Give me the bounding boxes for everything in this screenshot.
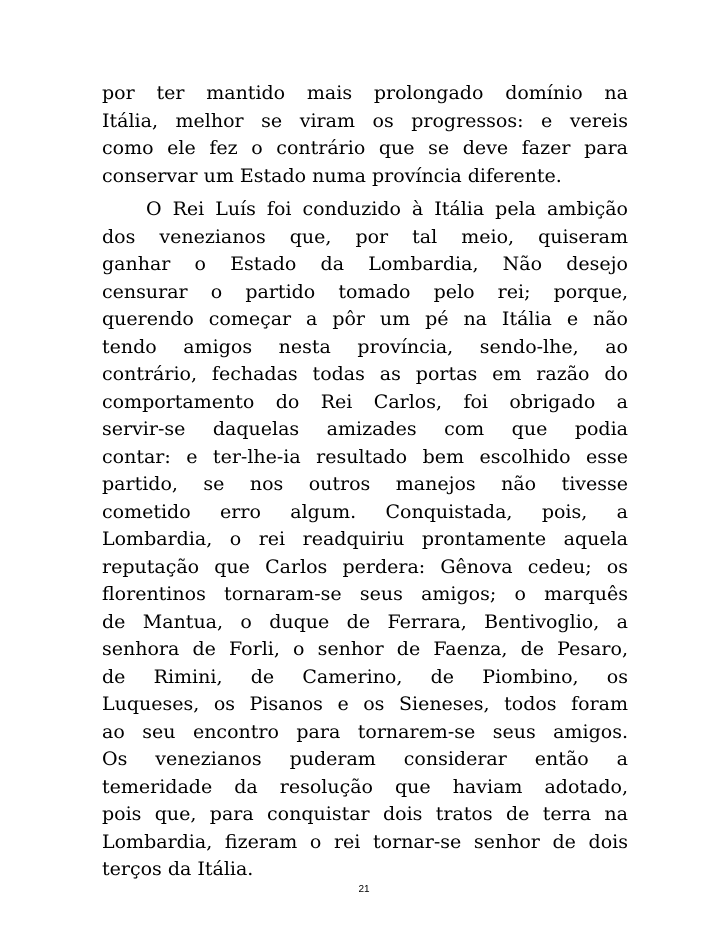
text-line: comportamento do Rei Carlos, foi obrigado a (102, 390, 628, 413)
text-line: Itália, melhor se viram os progressos: e vereis (102, 109, 628, 132)
text-line: florentinos tornaram-se seus amigos; o marquês (102, 583, 628, 605)
text-line: Luqueses, os Pisanos e os Sieneses, todos foram (102, 693, 628, 715)
text-line: ganhar o Estado da Lombardia, Não desejo (102, 253, 628, 275)
text-line: reputação que Carlos perdera: Gênova cedeu; os (102, 555, 628, 578)
text-line: como ele fez o contrário que se deve fazer para (102, 137, 628, 159)
text-line: por ter mantido mais prolongado domínio na (102, 82, 628, 104)
text-line: pois que, para conquistar dois tratos de terra na (102, 803, 628, 825)
text-line: de Rimini, de Camerino, de Piombino, os (102, 665, 628, 688)
paragraph-2 (102, 196, 628, 884)
text-line: senhora de Forli, o senhor de Faenza, de Pesaro, (102, 638, 628, 660)
text-line: contar: e ter-lhe-ia resultado bem escolhido esse (102, 445, 628, 468)
text-line: contrário, fechadas todas as portas em razão do (102, 363, 628, 385)
text-line: ao seu encontro para tornarem-se seus amigos. (102, 720, 628, 743)
text-line: conservar um Estado numa província diferente. (102, 164, 562, 187)
text-line: partido, se nos outros manejos não tivesse (102, 473, 628, 495)
text-line: censurar o partido tomado pelo rei; porque, (102, 280, 628, 303)
page-number: 21 (358, 884, 370, 895)
text-line: servir-se daquelas amizades com que podia (102, 418, 628, 440)
text-line: Lombardia, o rei readquiriu prontamente aquela (102, 528, 628, 550)
body-text (102, 80, 628, 890)
text-line: tendo amigos nesta província, sendo-lhe, ao (102, 335, 628, 358)
text-line: de Mantua, o duque de Ferrara, Bentivoglio, a (102, 610, 628, 633)
text-line: Os venezianos puderam considerar então a (102, 748, 628, 770)
text-line: querendo começar a pôr um pé na Itália e não (102, 308, 628, 330)
text-line: cometido erro algum. Conquistada, pois, a (102, 500, 628, 523)
paragraph-1 (102, 80, 628, 190)
text-line: O Rei Luís foi conduzido à Itália pela ambição (146, 198, 628, 220)
text-line: Lombardia, fizeram o rei tornar-se senhor de dois (102, 830, 628, 853)
text-line: temeridade da resolução que haviam adotado, (102, 775, 628, 798)
text-line: terços da Itália. (102, 858, 254, 880)
text-line: dos venezianos que, por tal meio, quiseram (102, 225, 628, 248)
